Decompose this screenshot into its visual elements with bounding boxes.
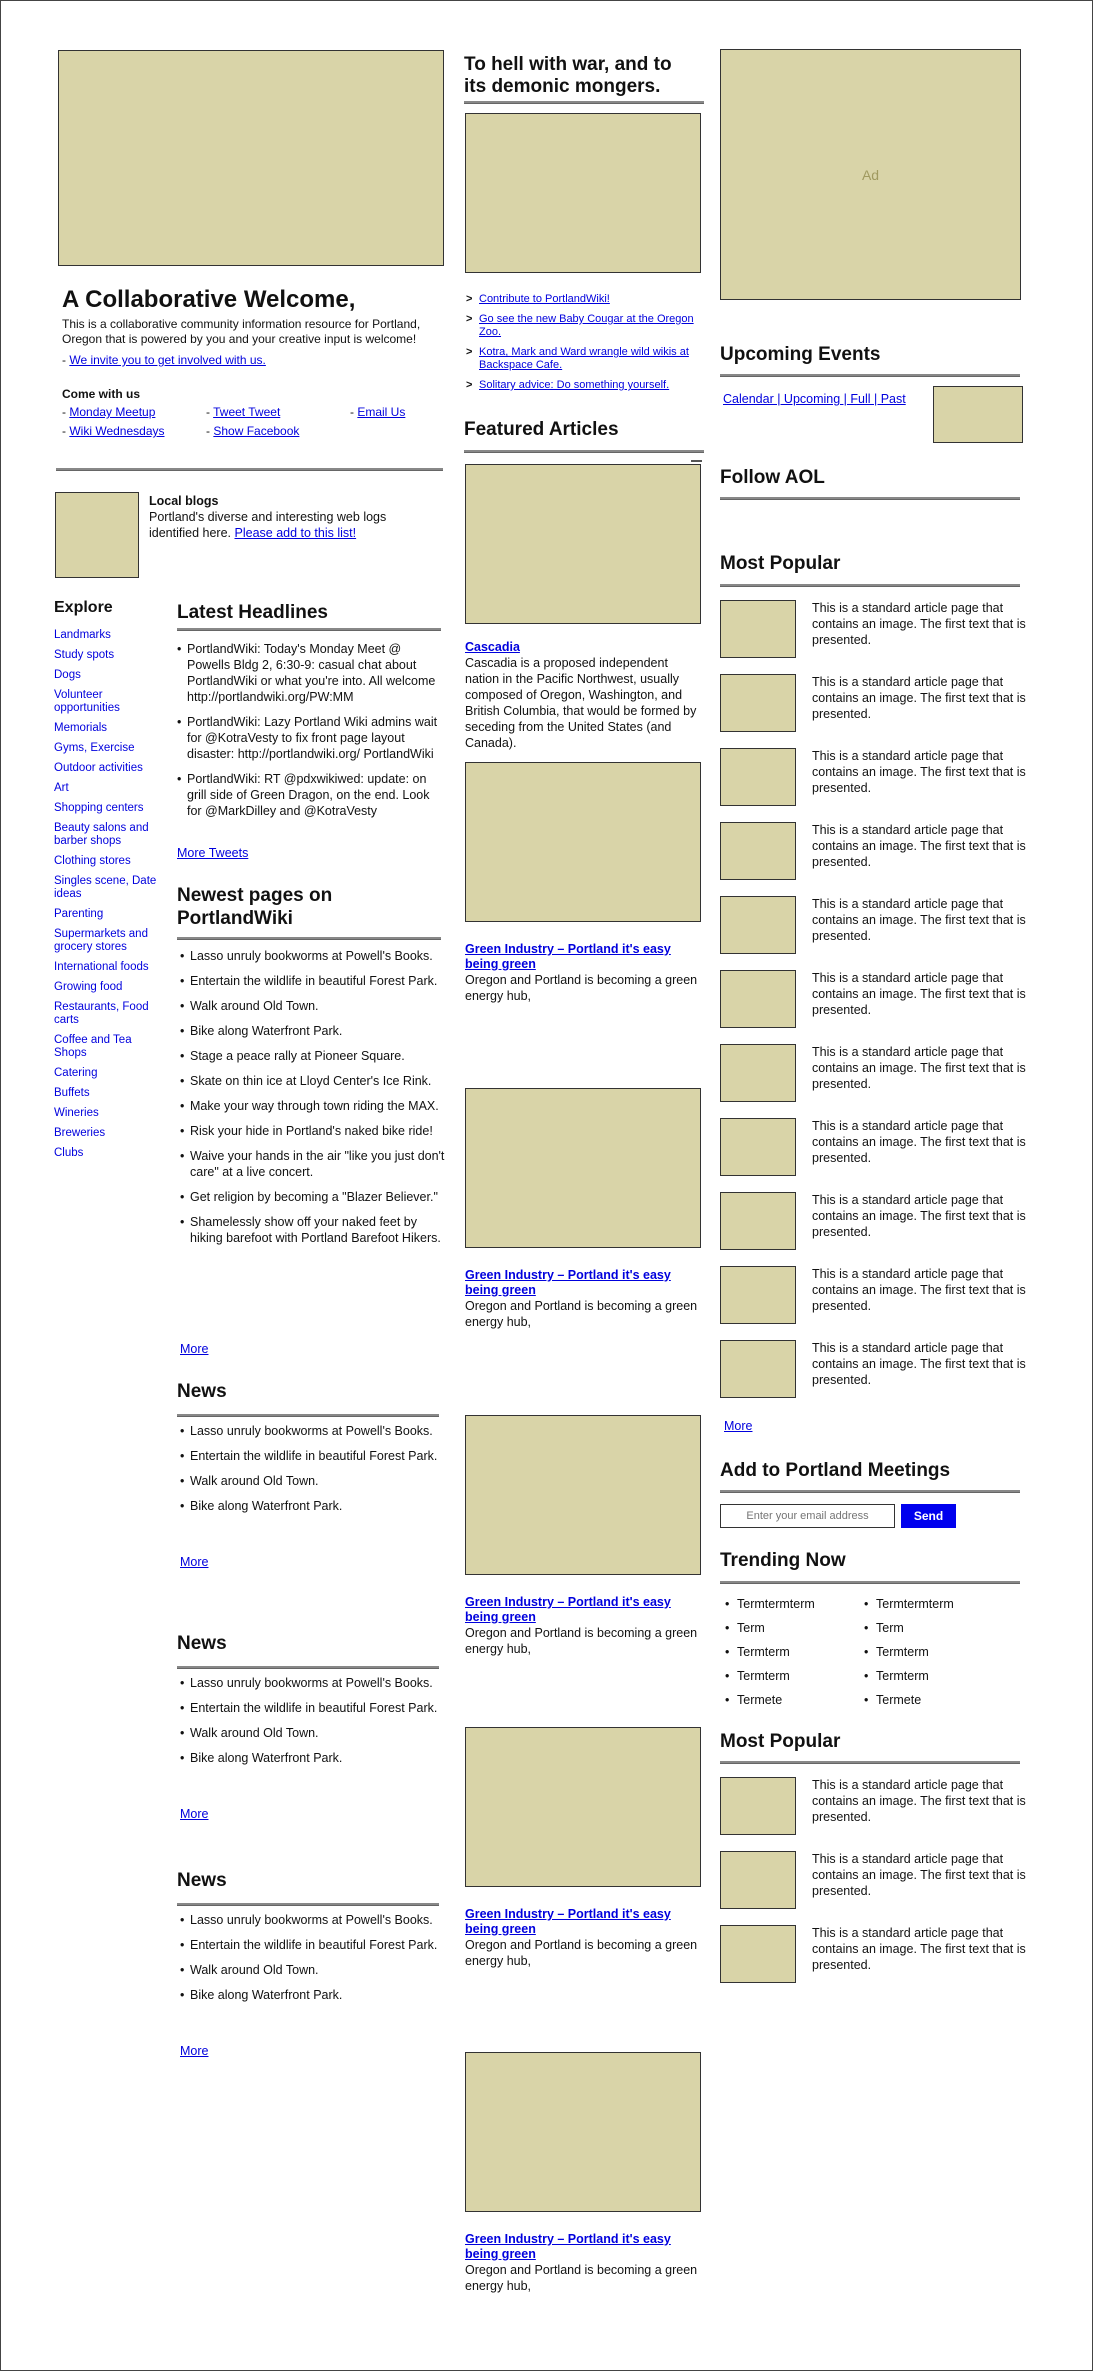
image-corner-mark [691, 460, 702, 462]
popular-thumb [720, 1266, 796, 1324]
news-list [180, 1912, 446, 2012]
popular-text: This is a standard article page that contains an image. The first text that is presented. [812, 1778, 1026, 1824]
newest-item: • Skate on thin ice at Lloyd Center's Ice Rink. [180, 1073, 446, 1089]
newest-item: • Waive your hands in the air "like you just don't care" at a live concert. [180, 1148, 446, 1180]
explore-item[interactable]: Parenting [54, 908, 104, 920]
news-title: News [177, 1870, 227, 1891]
divider [720, 374, 1020, 377]
divider [464, 450, 704, 453]
show-facebook-link[interactable]: Show Facebook [213, 424, 300, 438]
popular-text: This is a standard article page that contains an image. The first text that is presented. [812, 897, 1026, 943]
news-item: • Lasso unruly bookworms at Powell's Books. [180, 1675, 446, 1691]
featured-image [465, 1415, 701, 1575]
explore-item[interactable]: Landmarks [54, 629, 111, 641]
divider [720, 584, 1020, 587]
newest-item: • Stage a peace rally at Pioneer Square. [180, 1048, 446, 1064]
wrangle-wikis-link[interactable]: Kotra, Mark and Ward wrangle wild wikis at Backspace Cafe. [479, 346, 689, 371]
news-item: • Entertain the wildlife in beautiful Forest Park. [180, 1448, 446, 1464]
popular-thumb [720, 1044, 796, 1102]
featured-image [465, 762, 701, 922]
quick-link-item [466, 293, 706, 306]
popular-text: This is a standard article page that contains an image. The first text that is presented. [812, 971, 1026, 1017]
contribute-link[interactable]: Contribute to PortlandWiki! [479, 293, 610, 305]
headline-item: • PortlandWiki: Lazy Portland Wiki admins wait for @KotraVesty to fix front page layout disaster: http://portlandwiki.org/ PortlandWiki [177, 714, 445, 762]
newest-title: Newest pages on PortlandWiki [177, 885, 333, 929]
popular-text: This is a standard article page that contains an image. The first text that is presented. [812, 1045, 1026, 1091]
trending-list-left [725, 1596, 865, 1716]
trending-term[interactable]: • Termterm [725, 1644, 865, 1660]
explore-item[interactable]: Breweries [54, 1127, 106, 1139]
popular-thumb [720, 1851, 796, 1909]
follow-title: Follow AOL [720, 467, 825, 488]
headline-item: • PortlandWiki: RT @pdxwikiwed: update: on grill side of Green Dragon, on the end. Look for @MarkDilley and @KotraVesty [177, 771, 445, 819]
popular-item[interactable] [720, 1340, 1030, 1400]
popular-item[interactable] [720, 674, 1030, 734]
news-item: • Walk around Old Town. [180, 1962, 446, 1978]
featured-desc: Oregon and Portland is becoming a green energy hub, [465, 973, 698, 1003]
popular-title: Most Popular [720, 553, 841, 574]
explore-nav [54, 629, 159, 1167]
featured-title-link[interactable]: Green Industry – Portland it's easy being green [465, 2232, 671, 2261]
featured-image [465, 2052, 701, 2212]
featured-article [465, 2052, 705, 2294]
popular-thumb [720, 822, 796, 880]
blogs-body: Portland's diverse and interesting web logs identified here. Please add to this list! [149, 510, 387, 540]
newest-item: • Walk around Old Town. [180, 998, 446, 1014]
trending-term[interactable]: • Termterm [864, 1644, 1004, 1660]
news-title: News [177, 1381, 227, 1402]
tweet-tweet-link[interactable]: Tweet Tweet [213, 405, 281, 419]
blogs-title: Local blogs [149, 494, 219, 508]
newest-item: • Bike along Waterfront Park. [180, 1023, 446, 1039]
explore-item[interactable]: Singles scene, Date ideas [54, 875, 157, 900]
popular-thumb [720, 970, 796, 1028]
quick-link-item [466, 346, 706, 372]
trending-term[interactable]: • Term [725, 1620, 865, 1636]
trending-term[interactable]: • Termtermterm [864, 1596, 1004, 1612]
popular-text: This is a standard article page that contains an image. The first text that is presented. [812, 823, 1026, 869]
quick-link-item [466, 313, 706, 339]
explore-item[interactable]: Growing food [54, 981, 123, 993]
popular-item[interactable] [720, 600, 1030, 660]
solitary-advice-link[interactable]: Solitary advice: Do something yourself. [479, 379, 670, 391]
news-item: • Walk around Old Town. [180, 1473, 446, 1489]
popular-item[interactable] [720, 1777, 1030, 1837]
featured-desc: Oregon and Portland is becoming a green energy hub, [465, 1938, 698, 1968]
explore-item[interactable]: Coffee and Tea Shops [54, 1034, 132, 1059]
monday-meetup-item: - Monday Meetup [62, 405, 156, 419]
war-title: To hell with war, and to its demonic mongers. [464, 54, 672, 97]
events-title: Upcoming Events [720, 344, 881, 365]
quick-links [466, 293, 706, 399]
ad-box[interactable]: Ad [720, 49, 1021, 300]
explore-item[interactable]: Clubs [54, 1147, 84, 1159]
featured-title-link[interactable]: Green Industry – Portland it's easy being green [465, 1268, 671, 1297]
monday-meetup-link[interactable]: Monday Meetup [69, 405, 156, 419]
popular-item[interactable] [720, 1192, 1030, 1252]
explore-item[interactable]: Gyms, Exercise [54, 742, 135, 754]
explore-item[interactable]: Supermarkets and grocery stores [54, 928, 148, 953]
quick-link-item [466, 379, 706, 392]
wiki-wednesdays-link[interactable]: Wiki Wednesdays [69, 424, 165, 438]
featured-desc: Oregon and Portland is becoming a green energy hub, [465, 1626, 698, 1656]
divider [720, 1581, 1020, 1584]
explore-item[interactable]: Art [54, 782, 69, 794]
news-item: • Entertain the wildlife in beautiful Forest Park. [180, 1700, 446, 1716]
email-us-link[interactable]: Email Us [357, 405, 406, 419]
explore-item[interactable]: Beauty salons and barber shops [54, 822, 149, 847]
popular-title: Most Popular [720, 1731, 841, 1752]
explore-item[interactable]: Buffets [54, 1087, 90, 1099]
explore-item[interactable]: Wineries [54, 1107, 99, 1119]
popular-text: This is a standard article page that contains an image. The first text that is presented. [812, 601, 1026, 647]
welcome-body: This is a collaborative community information resource for Portland, Oregon that is powered by you and your creative input is welcome! [62, 317, 421, 346]
popular-item[interactable] [720, 1266, 1030, 1326]
popular-text: This is a standard article page that contains an image. The first text that is presented. [812, 1341, 1026, 1387]
newest-item: • Make your way through town riding the MAX. [180, 1098, 446, 1114]
featured-desc: Cascadia is a proposed independent nation in the Pacific Northwest, usually composed of Oregon, Washington, and British Columbia, that would be formed by seceding from the United States (and Canada). [465, 656, 697, 750]
popular-thumb [720, 1118, 796, 1176]
wiki-wednesdays-item: - Wiki Wednesdays [62, 424, 165, 438]
add-blog-link[interactable]: Please add to this list! [234, 526, 357, 540]
featured-image [465, 1727, 701, 1887]
trending-term[interactable]: • Termtermterm [725, 1596, 865, 1612]
facebook-item: - Show Facebook [206, 424, 300, 438]
featured-title-link[interactable]: Cascadia [465, 640, 520, 654]
trending-term[interactable]: • Termterm [864, 1668, 1004, 1684]
divider [56, 468, 443, 471]
explore-item[interactable]: Outdoor activities [54, 762, 143, 774]
popular-text: This is a standard article page that contains an image. The first text that is presented. [812, 1119, 1026, 1165]
news-item: • Lasso unruly bookworms at Powell's Books. [180, 1423, 446, 1439]
divider [177, 1666, 439, 1669]
featured-article [465, 1088, 705, 1330]
meetings-title: Add to Portland Meetings [720, 1460, 951, 1481]
news-title: News [177, 1633, 227, 1654]
popular-thumb [720, 674, 796, 732]
explore-item[interactable]: Study spots [54, 649, 115, 661]
welcome-banner-image [58, 50, 444, 266]
featured-image [465, 464, 701, 624]
divider [177, 1903, 439, 1906]
tweet-item: - Tweet Tweet [206, 405, 281, 419]
explore-title: Explore [54, 599, 113, 616]
popular-text: This is a standard article page that contains an image. The first text that is presented. [812, 1926, 1026, 1972]
invite-line: - We invite you to get involved with us. [62, 353, 266, 367]
popular-text: This is a standard article page that contains an image. The first text that is presented. [812, 1193, 1026, 1239]
popular-item[interactable] [720, 1118, 1030, 1178]
welcome-title: A Collaborative Welcome, [62, 286, 356, 313]
come-with-us-title: Come with us [62, 387, 141, 401]
featured-title-link[interactable]: Green Industry – Portland it's easy being green [465, 942, 671, 971]
explore-item[interactable]: Dogs [54, 669, 81, 681]
more-tweets-link[interactable]: More Tweets [177, 846, 249, 860]
trending-term[interactable]: • Termete [725, 1692, 865, 1708]
featured-article [465, 762, 705, 1004]
popular-thumb [720, 1777, 796, 1835]
news-more-link[interactable]: More [180, 1807, 209, 1821]
newest-more-link[interactable]: More [180, 1342, 209, 1356]
email-item: - Email Us [350, 405, 406, 419]
news-more-link[interactable]: More [180, 2044, 209, 2058]
newest-item: • Entertain the wildlife in beautiful Forest Park. [180, 973, 446, 989]
headlines-list [177, 641, 445, 828]
popular-thumb [720, 600, 796, 658]
news-list [180, 1423, 446, 1523]
newest-item: • Lasso unruly bookworms at Powell's Books. [180, 948, 446, 964]
popular-text: This is a standard article page that contains an image. The first text that is presented. [812, 1852, 1026, 1898]
baby-cougar-link[interactable]: Go see the new Baby Cougar at the Oregon Zoo. [479, 313, 694, 338]
trending-term[interactable]: • Term [864, 1620, 1004, 1636]
popular-item[interactable] [720, 822, 1030, 882]
news-more-link[interactable]: More [180, 1555, 209, 1569]
popular-item[interactable] [720, 896, 1030, 956]
divider [720, 1761, 1020, 1764]
popular-text: This is a standard article page that contains an image. The first text that is presented. [812, 675, 1026, 721]
popular-thumb [720, 896, 796, 954]
featured-article [465, 1415, 705, 1657]
divider [177, 1414, 439, 1417]
explore-item[interactable]: Restaurants, Food carts [54, 1001, 149, 1026]
war-image [465, 113, 701, 273]
explore-item[interactable]: Catering [54, 1067, 98, 1079]
news-item: • Bike along Waterfront Park. [180, 1750, 446, 1766]
divider [177, 937, 441, 940]
popular-more-link[interactable]: More [724, 1419, 753, 1433]
events-links[interactable]: Calendar | Upcoming | Full | Past [723, 392, 906, 406]
featured-desc: Oregon and Portland is becoming a green energy hub, [465, 2263, 698, 2293]
divider [720, 497, 1020, 500]
featured-article [465, 464, 705, 751]
invite-link[interactable]: We invite you to get involved with us. [69, 353, 266, 367]
news-item: • Walk around Old Town. [180, 1725, 446, 1741]
trending-list-right [864, 1596, 1004, 1716]
newest-item: • Risk your hide in Portland's naked bike ride! [180, 1123, 446, 1139]
popular-item[interactable] [720, 970, 1030, 1030]
featured-title-link[interactable]: Green Industry – Portland it's easy being green [465, 1907, 671, 1936]
popular-thumb [720, 1192, 796, 1250]
news-item: • Bike along Waterfront Park. [180, 1498, 446, 1514]
events-image [933, 386, 1023, 443]
explore-item[interactable]: Clothing stores [54, 855, 131, 867]
featured-image [465, 1088, 701, 1248]
popular-thumb [720, 748, 796, 806]
explore-item[interactable]: Memorials [54, 722, 108, 734]
news-item: • Lasso unruly bookworms at Powell's Books. [180, 1912, 446, 1928]
popular-item[interactable] [720, 1851, 1030, 1911]
blogs-image [55, 492, 139, 578]
newest-item: • Get religion by becoming a "Blazer Believer." [180, 1189, 446, 1205]
newest-item: • Shamelessly show off your naked feet by hiking barefoot with Portland Barefoot Hikers. [180, 1214, 446, 1246]
featured-title-link[interactable]: Green Industry – Portland it's easy being green [465, 1595, 671, 1624]
divider [720, 1490, 1020, 1493]
headlines-title: Latest Headlines [177, 602, 328, 623]
popular-text: This is a standard article page that contains an image. The first text that is presented. [812, 749, 1026, 795]
featured-title: Featured Articles [464, 419, 619, 440]
trending-title: Trending Now [720, 1550, 846, 1571]
headline-item: • PortlandWiki: Today's Monday Meet @ Powells Bldg 2, 6:30-9: casual chat about PortlandWiki or what you're into. All welcome http://portlandwiki.org/PW:MM [177, 641, 445, 705]
news-item: • Entertain the wildlife in beautiful Forest Park. [180, 1937, 446, 1953]
explore-item[interactable]: International foods [54, 961, 149, 973]
popular-item[interactable] [720, 748, 1030, 808]
divider [464, 101, 704, 104]
popular-thumb [720, 1340, 796, 1398]
divider [177, 628, 441, 631]
email-input[interactable] [720, 1504, 895, 1528]
explore-item[interactable]: Shopping centers [54, 802, 144, 814]
trending-term[interactable]: • Termterm [725, 1668, 865, 1684]
featured-article [465, 1727, 705, 1969]
popular-thumb [720, 1925, 796, 1983]
popular-text: This is a standard article page that contains an image. The first text that is presented. [812, 1267, 1026, 1313]
send-button[interactable]: Send [901, 1504, 956, 1528]
popular-item[interactable] [720, 1044, 1030, 1104]
news-list [180, 1675, 446, 1775]
popular-item[interactable] [720, 1925, 1030, 1985]
trending-term[interactable]: • Termete [864, 1692, 1004, 1708]
news-item: • Bike along Waterfront Park. [180, 1987, 446, 2003]
newest-list [180, 948, 446, 1255]
featured-desc: Oregon and Portland is becoming a green energy hub, [465, 1299, 698, 1329]
explore-item[interactable]: Volunteer opportunities [54, 689, 120, 714]
